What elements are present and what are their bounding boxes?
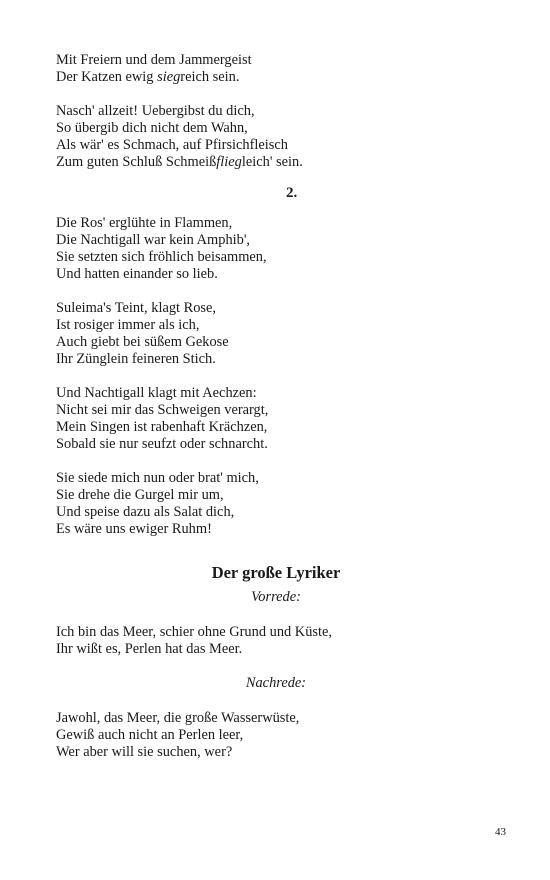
verse-line: Die Nachtigall war kein Amphib', [56, 232, 251, 248]
section-number: 2. [286, 185, 298, 201]
verse-line: Es wäre uns ewiger Ruhm! [56, 521, 212, 537]
stanza-gap [56, 86, 496, 103]
verse-line: Suleima's Teint, klagt Rose, [56, 300, 217, 316]
italic-emphasis: flieg [216, 154, 242, 170]
poem3 [56, 563, 496, 761]
vorrede-stanza [56, 624, 496, 658]
verse-line: Und Nachtigall klagt mit Aechzen: [56, 385, 257, 401]
stanza-gap [56, 368, 496, 385]
verse-line: Ihr Zünglein feineren Stich. [56, 351, 216, 367]
verse-line: Und speise dazu als Salat dich, [56, 504, 235, 520]
verse-line: Ihr wißt es, Perlen hat das Meer. [56, 641, 243, 657]
vorrede-label: Vorrede: [251, 589, 301, 605]
verse-line: Und hatten einander so lieb. [56, 266, 218, 282]
poem2-stanza [56, 470, 496, 538]
verse-line: Jawohl, das Meer, die große Wasserwüste, [56, 710, 300, 726]
verse-line: Der Katzen ewig siegreich sein. [56, 69, 240, 85]
verse-line: Die Ros' erglühte in Flammen, [56, 215, 233, 231]
verse-line: Mit Freiern und dem Jammergeist [56, 52, 252, 68]
verse-line: Ich bin das Meer, schier ohne Grund und Küste, [56, 624, 332, 640]
verse-line: Sie setzten sich fröhlich beisammen, [56, 249, 267, 265]
verse-line: Nicht sei mir das Schweigen verargt, [56, 402, 269, 418]
poem1-stanza-b [56, 103, 496, 171]
stanza-gap [56, 283, 496, 300]
verse-line: So übergib dich nicht dem Wahn, [56, 120, 248, 136]
verse-line: Zum guten Schluß Schmeißfliegleich' sein. [56, 154, 303, 170]
poem2-stanza [56, 385, 496, 453]
poem1-stanza-a [56, 52, 496, 86]
italic-emphasis: sieg [157, 69, 181, 85]
verse-line: Ist rosiger immer als ich, [56, 317, 200, 333]
stanza-gap [56, 453, 496, 470]
verse-line: Nasch' allzeit! Uebergibst du dich, [56, 103, 255, 119]
verse-line: Sie siede mich nun oder brat' mich, [56, 470, 259, 486]
verse-line: Wer aber will sie suchen, wer? [56, 744, 233, 760]
nachrede-stanza [56, 710, 496, 761]
verse-line: Auch giebt bei süßem Gekose [56, 334, 229, 350]
verse-line: Sie drehe die Gurgel mir um, [56, 487, 224, 503]
page-body [56, 52, 496, 761]
nachrede-label: Nachrede: [245, 675, 307, 691]
verse-line: Sobald sie nur seufzt oder schnarcht. [56, 436, 268, 452]
verse-line: Mein Singen ist rabenhaft Krächzen, [56, 419, 268, 435]
poem2 [56, 215, 496, 538]
poem-title: Der große Lyriker [211, 563, 341, 582]
stanza-gap [56, 658, 496, 675]
poem2-stanza [56, 215, 496, 283]
verse-line: Gewiß auch nicht an Perlen leer, [56, 727, 244, 743]
poem2-stanza [56, 300, 496, 368]
verse-line: Als wär' es Schmach, auf Pfirsichfleisch [56, 137, 288, 153]
stanza-gap [56, 538, 496, 555]
page-number: 43 [495, 826, 506, 838]
